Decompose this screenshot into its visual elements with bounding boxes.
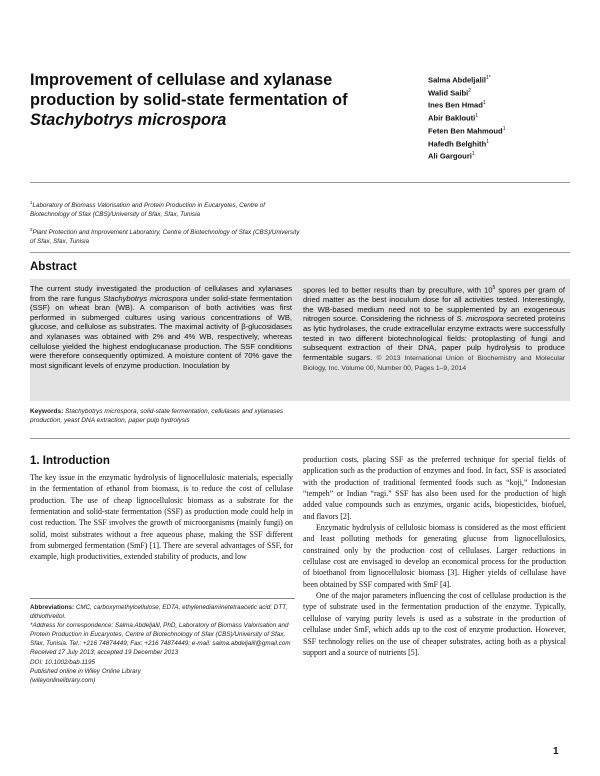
footnotes <box>30 603 295 685</box>
affiliations <box>30 198 300 251</box>
author: Ines Ben Hmad$^1$ <box>428 100 486 110</box>
author: Feten Ben Mahmoud$^1$ <box>428 125 506 136</box>
author: Salma Abdeljalil$^{1*}$ <box>428 75 491 85</box>
header-divider <box>30 182 570 183</box>
abstract-divider <box>30 252 570 253</box>
doi: DOI: 10.1002/bab.1195 <box>30 658 96 666</box>
paragraph: The key issue in the enzymatic hydrolysis of lignocellulosic materials, especially in the fermentation of ethanol from biomass, is to reduce the cost of cellulase production. The use of cheap lignocellulosic biomass as a substrate for the fermentation and solid-state fermentation (SSF) as production mode could help in cost reduction. The SSF involves the growth of microorganisms (mainly fungi) on solid, moist substrates without a free aqueous phase, making the SSF different from submerged fermentation (SmF) [1]. There are several advantages of SSF, for example, high productivities, extended stability of products, and low <box>30 473 293 562</box>
body-left-column <box>30 472 293 563</box>
footnote-divider <box>30 598 295 599</box>
paragraph: One of the major parameters influencing the cost of cellulase production is the type of substrate used in the fermentation production of the enzyme. Typically, cellulose of varying purity levels is used as a substrate in the production of cellulase under SmF, which adds up to the cost of enzyme production. However, SSF technology relies on the use of cheaper substrates, acting both as a physical support and a source of nutrients [5]. <box>303 591 566 657</box>
abstract-right-column: spores led to better results than by preculture, with $10^5$ spores per gram of dried matter as the best inoculum dose for all activities tested. Interestingly, the WB-based medium need not to be supplemented by an exogeneous nitrogen source. Considering the richness of S. microspora secreted proteins as lytic hydrolases, the crude extracellular enzyme extracts were successfully tested in two different biotechnological fields: protoplasting of fungi and subsequent extraction of their DNA, paper pulp hydrolysis to produce fermentable sugars. © 2013 International Union of Biochemistry and Molecular Biology, Inc. Volume 00, Number 00, Pages 1–9, 2014 <box>303 285 565 373</box>
published-online: Published online in Wiley Online Library <box>30 667 141 675</box>
author: Hafedh Belghith$^1$ <box>428 138 489 149</box>
received-date: Received 17 July 2013; accepted 19 December 2013 <box>30 649 179 657</box>
abstract-heading: Abstract <box>30 261 77 273</box>
author: Ali Gargouri$^1$ <box>428 151 475 161</box>
correspondence: *Address for correspondence: Salma Abdeljalil, PhD, Laboratory of Biomass Valorisation and Protein Production in Eucaryotes, Centre of Biotechnology of Sfax (CBS)/University of Sfax, Sfax, Tunisia. Tel.: +216 74874449; Fax: +216 74874449; e-mail: salma.abdeljalil@gmail.com <box>30 622 291 648</box>
title-line-2: production by solid-state fermentation of <box>30 91 348 109</box>
author: Abir Baklouti$^1$ <box>428 113 479 123</box>
author-list <box>428 73 588 162</box>
paragraph: Enzymatic hydrolysis of cellulosic biomass is considered as the most efficient and least polluting methods for generating glucose from lignocellulosics, constrained only by the production cost of cellulases. Larger reductions in cellulase cost are envisaged to develop an economical process for the production of bioethanol from lignocellulosic biomass [3]. Higher yields of cellulase have been obtained by SSF compared with SmF [4]. <box>303 523 566 589</box>
publisher-site: (wileyonlinelibrary.com) <box>30 676 96 684</box>
section-heading-introduction: 1. Introduction <box>30 455 110 467</box>
paragraph: production costs, placing SSF as the preferred technique for special fields of application such as the production of enzymes and food. In fact, SSF is associated with the production of traditional fermented foods such as “koji,” Indonesian “tempeh” or Indian “ragi.” SSF has also been used for the production of high added value compounds such as enzymes, organic acids, biopesticides, biofuel, and flavors [2]. <box>303 455 566 521</box>
article-title <box>30 70 400 130</box>
affiliation-1: $^1$Laboratory of Biomass Valorisation and Protein Production in Eucaryotes, Centre of Biotechnology of Sfax (CBS)/University of Sfax, Sfax, Tunisia <box>30 200 266 219</box>
abstract-left-column: The current study investigated the production of cellulases and xylanases from the rare fungus Stachybotrys microspora under solid-state fermentation (SSF) on wheat bran (WB). A comparison of both activities was first performed in submerged cultures using various concentrations of WB, glucose, and cellulose as substrates. The maximal activity of β-glucosidases and xylanases was obtained with 2% and 4% WB, respectively, whereas cellulose yielded the highest endoglucanase production. The SSF conditions were therefore consequently optimized. A moisture content of 70% gave the most significant levels of enzyme production. Inoculation by <box>30 284 292 370</box>
body-divider <box>30 438 570 439</box>
affiliation-2: $^2$Plant Protection and Improvement Laboratory, Centre of Biotechnology of Sfax (CBS)/University of Sfax, Sfax, Tunisia <box>30 226 300 245</box>
title-line-1: Improvement of cellulase and xylanase <box>30 71 333 89</box>
abbreviations: Abbreviations: CMC, carboxymethylcellulose; EDTA, ethylenediaminetetraacetic acid; DTT, dithiothreitol. <box>30 604 288 621</box>
author: Walid Saibi$^2$ <box>428 87 472 98</box>
title-line-3: Stachybotrys microspora <box>30 111 227 129</box>
page-number: 1 <box>553 746 559 757</box>
keywords: Keywords: Stachybotrys microspora, solid-state fermentation, cellulases and xylanases production, yeast DNA extraction, paper pulp hydrolysis <box>30 408 284 425</box>
body-right-column <box>303 454 566 658</box>
copyright-citation: © 2013 International Union of Biochemistry and Molecular Biology, Inc. Volume 00, Number 00, Pages 1–9, 2014 <box>303 354 565 373</box>
